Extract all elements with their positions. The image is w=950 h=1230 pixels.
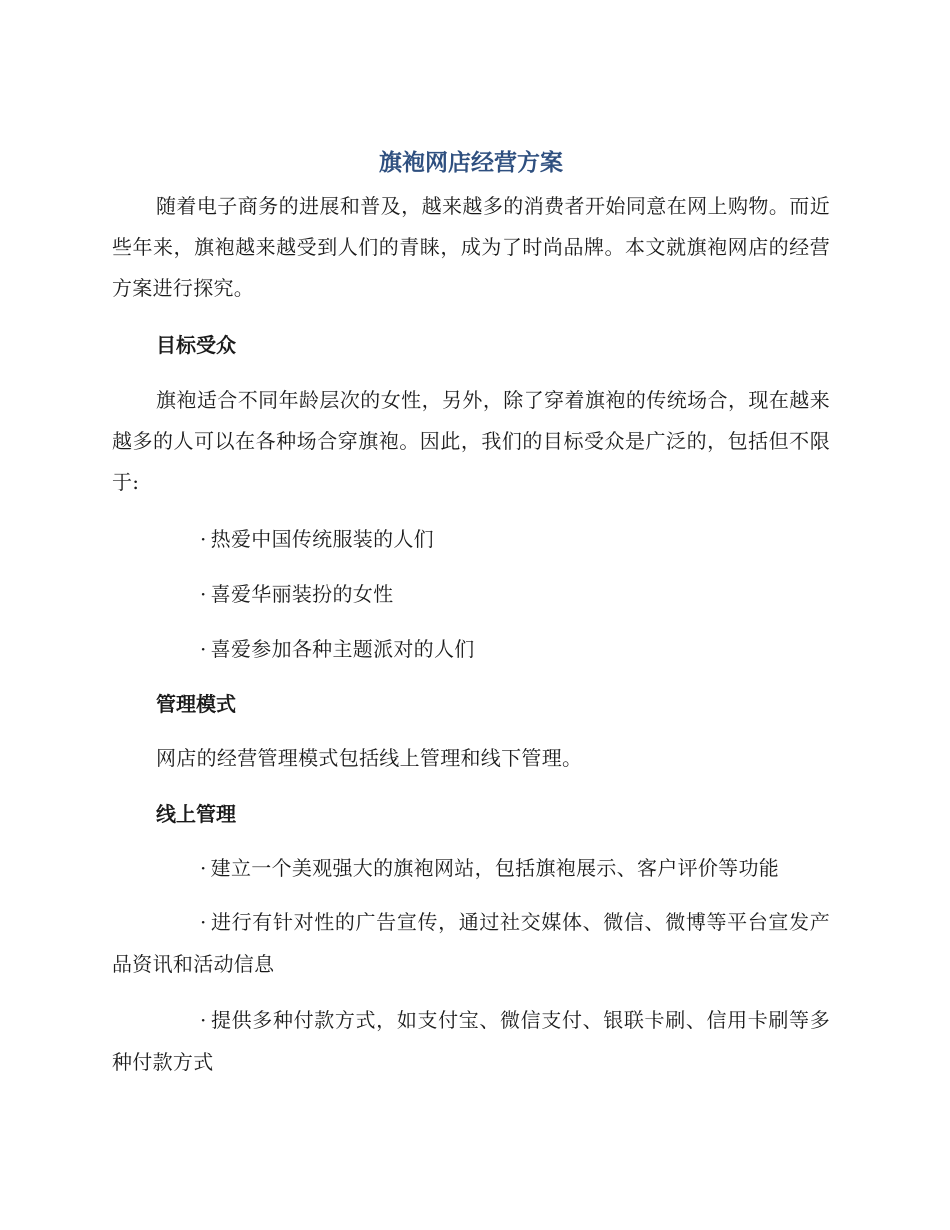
document-title: 旗袍网店经营方案 bbox=[379, 150, 563, 176]
bullet-icon: · bbox=[200, 527, 207, 551]
audience-paragraph: 旗袍适合不同年龄层次的女性，另外，除了穿着旗袍的传统场合，现在越来越多的人可以在各种场合穿旗袍。因此，我们的目标受众是广泛的，包括但不限于: bbox=[112, 388, 830, 494]
bullet-icon: · bbox=[200, 582, 207, 606]
list-item-text: 提供多种付款方式，如支付宝、微信支付、银联卡刷、信用卡刷等多种付款方式 bbox=[112, 1008, 830, 1074]
list-item-text: 喜爱华丽装扮的女性 bbox=[210, 582, 394, 606]
section-heading-online: 线上管理 bbox=[156, 802, 236, 826]
section-heading-audience: 目标受众 bbox=[156, 333, 236, 357]
list-item-text: 进行有针对性的广告宣传，通过社交媒体、微信、微博等平台宣发产品资讯和活动信息 bbox=[112, 910, 830, 976]
management-paragraph: 网店的经营管理模式包括线上管理和线下管理。 bbox=[156, 746, 583, 770]
list-item bbox=[112, 573, 830, 615]
section-heading-management: 管理模式 bbox=[156, 692, 236, 716]
list-item bbox=[112, 999, 830, 1083]
list-item bbox=[112, 518, 830, 560]
bullet-icon: · bbox=[200, 637, 207, 661]
list-item-text: 热爱中国传统服装的人们 bbox=[210, 527, 434, 551]
list-item bbox=[112, 901, 830, 985]
bullet-icon: · bbox=[200, 856, 207, 880]
list-item-text: 建立一个美观强大的旗袍网站，包括旗袍展示、客户评价等功能 bbox=[210, 856, 780, 880]
list-item-text: 喜爱参加各种主题派对的人们 bbox=[210, 637, 475, 661]
bullet-icon: · bbox=[200, 910, 207, 934]
intro-paragraph: 随着电子商务的进展和普及，越来越多的消费者开始同意在网上购物。而近些年来，旗袍越来越受到人们的青睐，成为了时尚品牌。本文就旗袍网店的经营方案进行探究。 bbox=[112, 194, 830, 300]
list-item bbox=[112, 628, 830, 670]
bullet-icon: · bbox=[200, 1008, 207, 1032]
list-item bbox=[112, 847, 830, 889]
